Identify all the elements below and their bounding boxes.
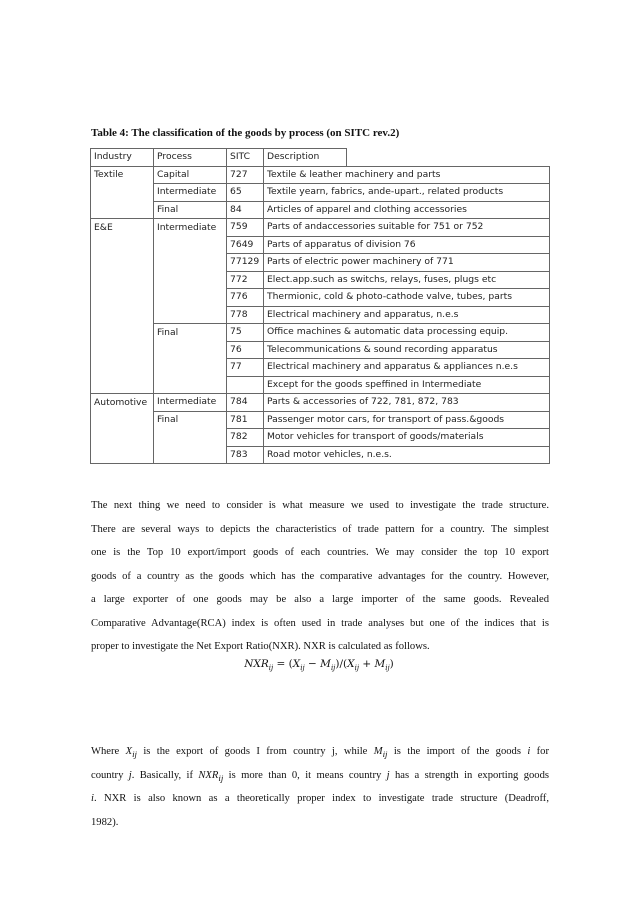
process-cell <box>154 359 227 377</box>
industry-cell <box>91 359 154 377</box>
description-cell: Motor vehicles for transport of goods/materials <box>264 429 550 447</box>
paragraph-definitions <box>91 740 549 834</box>
description-cell: Except for the goods speffined in Intermediate <box>264 376 550 394</box>
description-cell: Parts of andaccessories suitable for 751 or 752 <box>264 219 550 237</box>
process-cell: Final <box>154 411 227 429</box>
table-row <box>91 359 550 377</box>
sitc-cell: 7649 <box>227 236 264 254</box>
process-cell: Intermediate <box>154 184 227 202</box>
text-line: There are several ways to depicts the characteristics of trade pattern for a country. The simplest <box>91 523 549 535</box>
industry-cell: E&E <box>91 219 154 237</box>
process-cell: Intermediate <box>154 219 227 237</box>
table-row <box>91 394 550 412</box>
description-cell: Articles of apparel and clothing accessories <box>264 201 550 219</box>
table-header-row <box>91 149 550 167</box>
description-cell: Electrical machinery and apparatus, n.e.s <box>264 306 550 324</box>
sitc-cell: 783 <box>227 446 264 464</box>
industry-cell <box>91 306 154 324</box>
text-line: proper to investigate the Net Export Ratio(NXR). NXR is calculated as follows. <box>91 641 430 652</box>
industry-cell <box>91 201 154 219</box>
description-cell: Electrical machinery and apparatus & appliances n.e.s <box>264 359 550 377</box>
process-cell <box>154 271 227 289</box>
process-cell <box>154 289 227 307</box>
process-cell <box>154 306 227 324</box>
text-line: a large exporter of one goods may be also a large importer of the same goods. Revealed <box>91 594 549 605</box>
table-row <box>91 376 550 394</box>
process-cell <box>154 376 227 394</box>
industry-cell <box>91 289 154 307</box>
sitc-cell: 776 <box>227 289 264 307</box>
industry-cell <box>91 324 154 342</box>
process-cell: Final <box>154 324 227 342</box>
description-cell: Textile yearn, fabrics, ande-upart., related products <box>264 184 550 202</box>
sitc-cell: 759 <box>227 219 264 237</box>
description-cell: Passenger motor cars, for transport of pass.&goods <box>264 411 550 429</box>
text-line: goods of a country as the goods which has the comparative advantages for the country. However, <box>91 570 549 582</box>
sitc-cell: 782 <box>227 429 264 447</box>
sitc-cell <box>227 376 264 394</box>
process-cell: Capital <box>154 166 227 184</box>
text-line: 1982). <box>91 816 119 828</box>
table-row <box>91 324 550 342</box>
table-row <box>91 446 550 464</box>
description-cell: Thermionic, cold & photo-cathode valve, tubes, parts <box>264 289 550 307</box>
sitc-cell: 778 <box>227 306 264 324</box>
table-row <box>91 219 550 237</box>
paragraph-trade-structure <box>91 494 549 659</box>
industry-cell <box>91 184 154 202</box>
industry-cell <box>91 429 154 447</box>
description-cell: Telecommunications & sound recording apparatus <box>264 341 550 359</box>
industry-cell <box>91 446 154 464</box>
sitc-cell: 84 <box>227 201 264 219</box>
header-cell: Industry <box>91 149 154 167</box>
process-cell <box>154 429 227 447</box>
industry-cell <box>91 254 154 272</box>
industry-cell <box>91 341 154 359</box>
description-cell: Elect.app.such as switchs, relays, fuses, plugs etc <box>264 271 550 289</box>
table-row <box>91 306 550 324</box>
industry-cell: Automotive <box>91 394 154 412</box>
description-cell: Road motor vehicles, n.e.s. <box>264 446 550 464</box>
nxr-formula: $NXR_{ij} = (X_{ij} - M_{ij})/(X_{ij} + M_{ij})$ <box>244 658 394 673</box>
industry-cell: Textile <box>91 166 154 184</box>
sitc-cell: 65 <box>227 184 264 202</box>
industry-cell <box>91 271 154 289</box>
text-line: country j. Basically, if $NXR_{ij}$ is more than 0, it means country j has a strength in exporting goods <box>91 769 550 783</box>
table-row <box>91 254 550 272</box>
table-row <box>91 236 550 254</box>
table-row <box>91 429 550 447</box>
industry-cell <box>91 411 154 429</box>
process-cell: Intermediate <box>154 394 227 412</box>
sitc-cell: 77129 <box>227 254 264 272</box>
sitc-cell: 77 <box>227 359 264 377</box>
header-cell: Process <box>154 149 227 167</box>
sitc-cell: 75 <box>227 324 264 342</box>
header-blank-cell <box>347 149 550 167</box>
text-line: The next thing we need to consider is what measure we used to investigate the trade structure. <box>91 500 549 511</box>
description-cell: Parts of apparatus of division 76 <box>264 236 550 254</box>
industry-cell <box>91 376 154 394</box>
sitc-cell: 781 <box>227 411 264 429</box>
text-line: Where $X_{ij}$ is the export of goods I from country j, while $M_{ij}$ is the import of the goods i for <box>91 746 549 760</box>
table-row <box>91 289 550 307</box>
description-cell: Parts & accessories of 722, 781, 872, 783 <box>264 394 550 412</box>
text-line: Comparative Advantage(RCA) index is often used in trade analyses but one of the indices that is <box>91 617 549 629</box>
process-cell <box>154 446 227 464</box>
table-row <box>91 166 550 184</box>
process-cell <box>154 254 227 272</box>
header-cell: Description <box>264 149 347 167</box>
table-row <box>91 201 550 219</box>
table-caption: Table 4: The classification of the goods by process (on SITC rev.2) <box>91 127 400 139</box>
description-cell: Parts of electric power machinery of 771 <box>264 254 550 272</box>
process-cell: Final <box>154 201 227 219</box>
text-line: i. NXR is also known as a theoretically proper index to investigate trade structure (Deadroff, <box>91 793 549 804</box>
sitc-cell: 772 <box>227 271 264 289</box>
header-cell: SITC <box>227 149 264 167</box>
description-cell: Office machines & automatic data processing equip. <box>264 324 550 342</box>
sitc-cell: 76 <box>227 341 264 359</box>
sitc-cell: 784 <box>227 394 264 412</box>
table-row <box>91 184 550 202</box>
process-cell <box>154 236 227 254</box>
table-row <box>91 271 550 289</box>
sitc-classification-table <box>90 148 550 464</box>
table-row <box>91 341 550 359</box>
process-cell <box>154 341 227 359</box>
text-line: one is the Top 10 export/import goods of each countries. We may consider the top 10 export <box>91 547 549 558</box>
description-cell: Textile & leather machinery and parts <box>264 166 550 184</box>
table-row <box>91 411 550 429</box>
sitc-cell: 727 <box>227 166 264 184</box>
industry-cell <box>91 236 154 254</box>
